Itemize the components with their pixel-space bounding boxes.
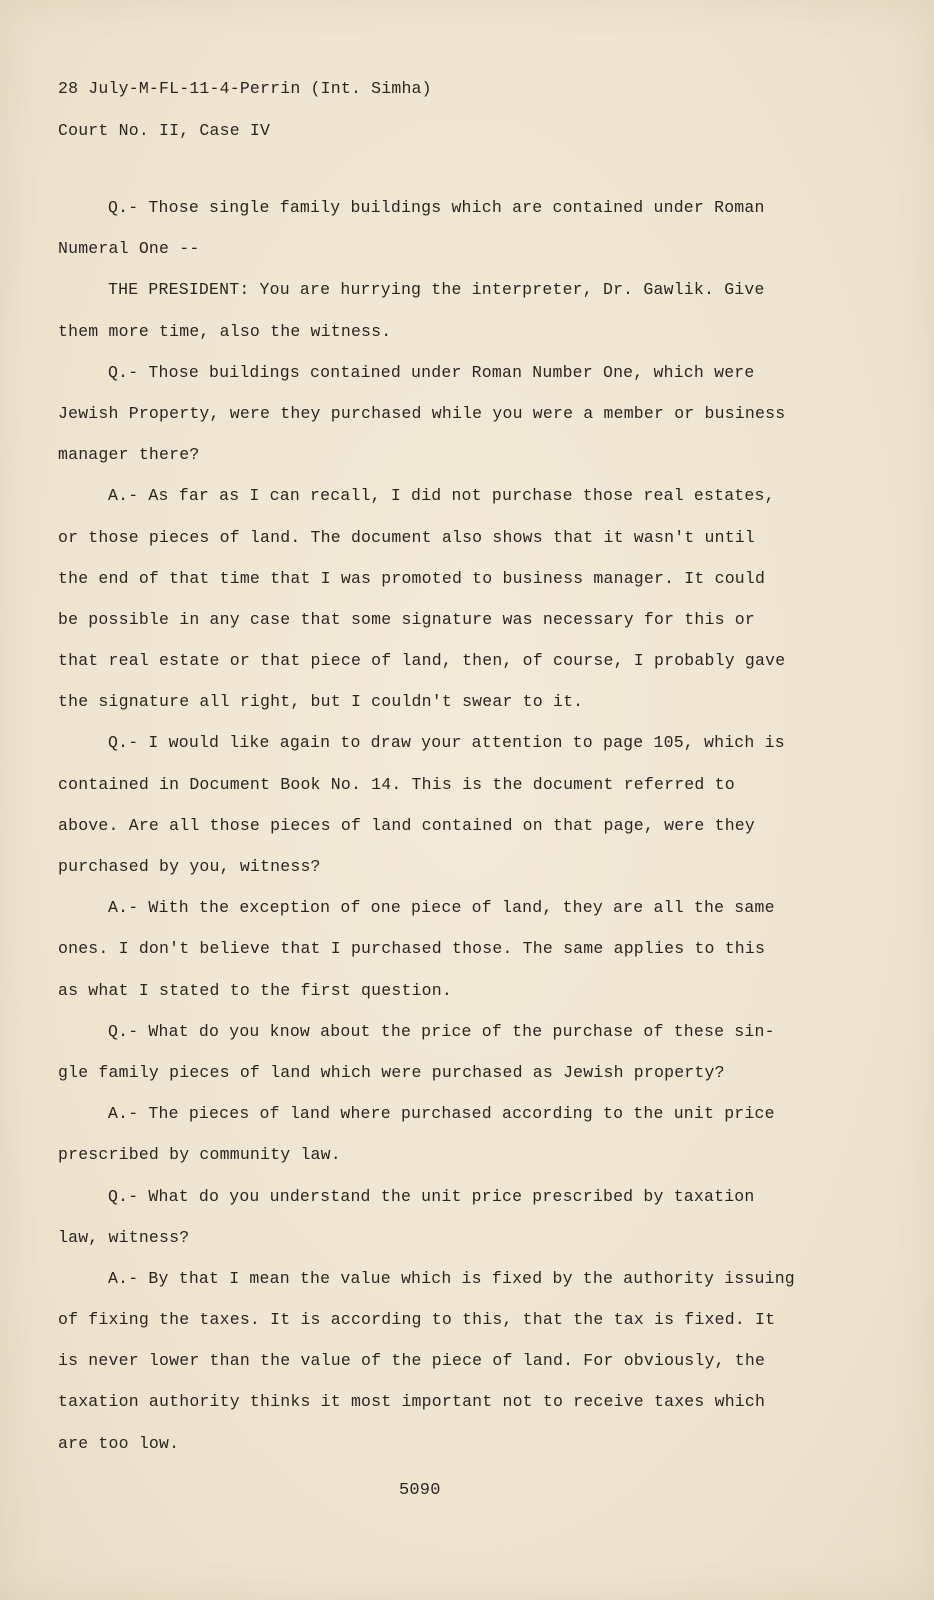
transcript-line: Q.- What do you know about the price of the purchase of these sin-: [108, 1021, 775, 1041]
transcript-line: manager there?: [58, 445, 200, 465]
transcript-body: [58, 196, 818, 1473]
transcript-line: above. Are all those pieces of land contained on that page, were they: [58, 815, 756, 835]
transcript-line: A.- As far as I can recall, I did not purchase those real estates,: [108, 486, 775, 506]
transcript-line: Numeral One --: [58, 239, 200, 259]
transcript-line: them more time, also the witness.: [58, 321, 392, 341]
transcript-line: A.- The pieces of land where purchased according to the unit price: [108, 1104, 775, 1124]
transcript-line: Q.- I would like again to draw your attention to page 105, which is: [108, 733, 785, 753]
transcript-line: Jewish Property, were they purchased while you were a member or business: [58, 403, 786, 423]
transcript-line: taxation authority thinks it most important not to receive taxes which: [58, 1392, 766, 1412]
header-reference-line: 28 July-M-FL-11-4-Perrin (Int. Simha): [58, 79, 432, 98]
transcript-line: the end of that time that I was promoted to business manager. It could: [58, 568, 766, 588]
transcript-line: purchased by you, witness?: [58, 857, 321, 876]
transcript-line: ones. I don't believe that I purchased those. The same applies to this: [58, 939, 766, 959]
transcript-line: or those pieces of land. The document also shows that it wasn't until: [58, 527, 756, 547]
transcript-line: be possible in any case that some signature was necessary for this or: [58, 609, 756, 629]
transcript-line: A.- By that I mean the value which is fixed by the authority issuing: [108, 1268, 795, 1288]
transcript-line: Q.- Those single family buildings which are contained under Roman: [108, 198, 765, 217]
transcript-line: the signature all right, but I couldn't swear to it.: [58, 692, 584, 712]
transcript-line: Q.- What do you understand the unit price prescribed by taxation: [108, 1186, 755, 1206]
transcript-line: is never lower than the value of the piece of land. For obviously, the: [58, 1351, 766, 1371]
page-number: 5090: [399, 1481, 441, 1500]
transcript-line: are too low.: [58, 1433, 180, 1453]
transcript-line: A.- With the exception of one piece of land, they are all the same: [108, 898, 775, 918]
transcript-line: law, witness?: [58, 1227, 190, 1247]
transcript-line: that real estate or that piece of land, then, of course, I probably gave: [58, 651, 786, 671]
transcript-line: THE PRESIDENT: You are hurrying the interpreter, Dr. Gawlik. Give: [108, 280, 765, 300]
document-header: [58, 78, 432, 162]
transcript-line: of fixing the taxes. It is according to this, that the tax is fixed. It: [58, 1310, 776, 1330]
transcript-line: gle family pieces of land which were purchased as Jewish property?: [58, 1062, 725, 1082]
transcript-line: prescribed by community law.: [58, 1145, 341, 1165]
header-court-line: Court No. II, Case IV: [58, 121, 271, 140]
transcript-line: contained in Document Book No. 14. This is the document referred to: [58, 774, 735, 794]
transcript-line: as what I stated to the first question.: [58, 980, 452, 1000]
transcript-line: Q.- Those buildings contained under Roman Number One, which were: [108, 362, 755, 382]
